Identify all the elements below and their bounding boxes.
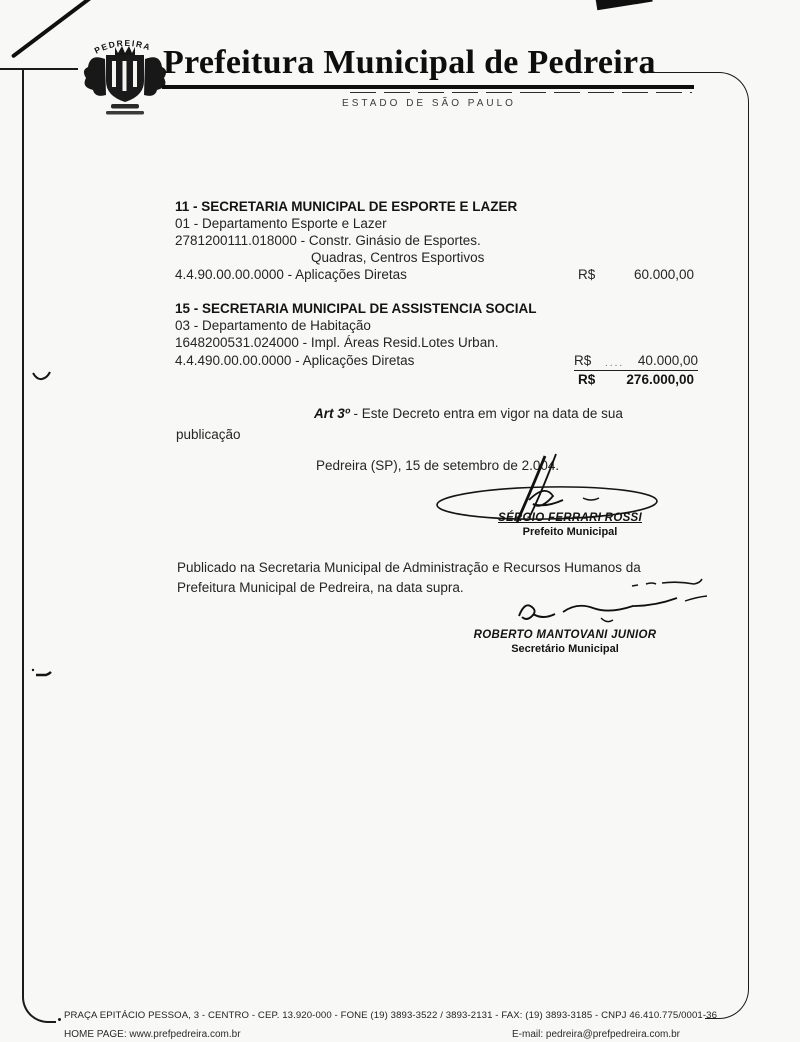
coat-of-arms-icon [72, 32, 177, 118]
page-frame-left [22, 69, 56, 1023]
footer-homepage-url: www.prefpedreira.com.br [129, 1029, 241, 1040]
section-1-line: 2781200111.018000 - Constr. Ginásio de Esportes. [175, 233, 481, 248]
total-amount: 276.000,00 [626, 372, 694, 387]
page-title: Prefeitura Municipal de Pedreira [163, 44, 656, 81]
title-underline [162, 85, 694, 89]
article-continuation: publicação [176, 427, 241, 442]
scan-artifact-wedge [595, 0, 652, 10]
section-2-line: 03 - Departamento de Habitação [175, 318, 371, 333]
section-2-entry-label: 4.4.490.00.00.0000 - Aplicações Diretas [175, 353, 415, 368]
page-subtitle: ESTADO DE SÃO PAULO [342, 98, 516, 109]
svg-text:PEDREIRA: PEDREIRA [92, 37, 153, 56]
footer-homepage [64, 1029, 241, 1040]
publication-note-line: Prefeitura Municipal de Pedreira, na data supra. [177, 580, 464, 595]
mayor-signature-stroke [425, 452, 675, 537]
dot-leader: .... [605, 358, 625, 369]
section-1-entry-label: 4.4.90.00.00.0000 - Aplicações Diretas [175, 267, 407, 282]
pen-mark [32, 368, 52, 382]
title-underline-secondary [350, 92, 692, 93]
article-label: Art 3º [314, 406, 350, 421]
section-2-heading: 15 - SECRETARIA MUNICIPAL DE ASSISTENCIA SOCIAL [175, 301, 537, 316]
dateline: Pedreira (SP), 15 de setembro de 2.004. [316, 458, 560, 473]
publication-note-line: Publicado na Secretaria Municipal de Administração e Recursos Humanos da [177, 560, 641, 575]
signature-1-title: Prefeito Municipal [522, 526, 618, 538]
pen-mark [30, 666, 52, 680]
signature-1-name: SÉRGIO FERRARI ROSSI [497, 512, 643, 524]
signature-2-name: ROBERTO MANTOVANI JUNIOR [473, 629, 657, 641]
footer-email-label: E-mail: [512, 1029, 544, 1040]
pen-mark-after-supra [628, 577, 706, 593]
footer-address: PRAÇA EPITÁCIO PESSOA, 3 - CENTRO - CEP. 13.920-000 - FONE (19) 3893-3522 / 3893-2131 - FAX: (19) 3893-3185 - CNPJ 46.410.775/0001-36 [64, 1010, 718, 1021]
article-line [314, 406, 623, 421]
section-1-currency: R$ [578, 267, 596, 282]
section-2-currency: R$ [574, 353, 592, 368]
secretary-signature-stroke [505, 594, 715, 628]
section-1-line: 01 - Departamento Esporte e Lazer [175, 216, 387, 231]
signature-2-title: Secretário Municipal [511, 643, 619, 655]
section-1-amount: 60.000,00 [633, 267, 694, 282]
total-currency: R$ [578, 372, 596, 387]
article-text: - Este Decreto entra em vigor na data de sua [353, 406, 623, 421]
section-2-line: 1648200531.024000 - Impl. Áreas Resid.Lotes Urban. [175, 335, 499, 350]
section-2-amount: 40.000,00 [637, 353, 698, 368]
section-2-amount-row [574, 353, 698, 371]
section-1-heading: 11 - SECRETARIA MUNICIPAL DE ESPORTE E LAZER [175, 199, 518, 214]
page-frame-dot [58, 1018, 61, 1021]
footer-email [512, 1029, 680, 1040]
section-1-line-indented: Quadras, Centros Esportivos [311, 250, 485, 265]
footer-email-address: pedreira@prefpedreira.com.br [545, 1029, 681, 1040]
footer-homepage-label: HOME PAGE: [64, 1029, 127, 1040]
